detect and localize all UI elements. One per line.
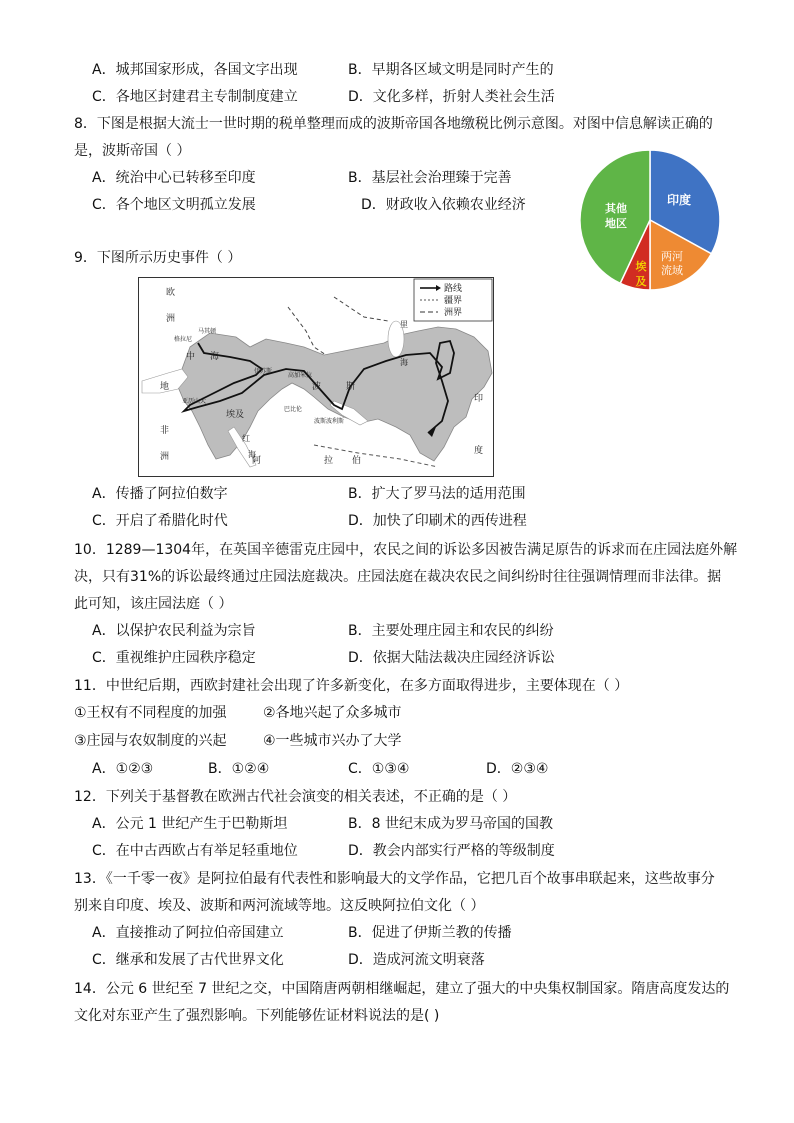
pie-label-other-1: 其他 [605,202,627,215]
q10-option-a: A．以保护农民利益为宗旨 [92,623,256,639]
map-place-label-5: 高加米拉 [288,372,313,379]
q9-stem: 9．下图所示历史事件（ ） [74,250,242,266]
q13-option-b: B．促进了伊斯兰教的传播 [348,925,512,941]
q12-option-d: D．教会内部实行严格的等级制度 [348,843,555,859]
map-place-label-21: 海 [210,352,220,362]
map-place-label-0: 欧 [166,288,176,298]
q7-option-d: D．文化多样，折射人类社会生活 [348,89,555,105]
pie-label-india: 印度 [666,193,692,207]
alexander-campaign-map [138,277,494,477]
q11-option-a: A．①②③ [92,761,154,777]
map-place-label-6: 亚历山大 [182,398,207,405]
tax-pie-chart [578,148,722,292]
map-place-label-22: 非 [160,426,170,436]
q13-option-c: C．继承和发展了古代世界文化 [92,952,284,968]
q9-option-a: A．传播了阿拉伯数字 [92,486,228,502]
pie-label-egypt-1: 埃 [635,260,647,273]
map-place-label-3: 格拉尼 [174,336,193,343]
q11-option-b: B．①②④ [208,761,270,777]
map-place-label-4: 伊苏斯 [254,368,273,375]
map-place-label-12: 阿 [252,456,262,466]
q11-stem: 11．中世纪后期，西欧封建社会出现了许多新变化，在多方面取得进步，主要体现在（ ） [74,678,629,694]
map-place-label-20: 中 [186,352,196,362]
map-place-label-23: 洲 [160,452,170,462]
pie-label-other-2: 地区 [605,217,627,230]
q8-option-c: C．各个地区文明孤立发展 [92,197,256,213]
q13-line1: 13．《一千零一夜》是阿拉伯最有代表性和影响最大的文学作品，它把几百个故事串联起来，这些故事分 [74,871,715,887]
q12-option-a: A．公元 1 世纪产生于巴勒斯坦 [92,816,288,832]
legend-continent-label: 洲界 [444,308,463,318]
q8-option-d: D．财政收入依赖农业经济 [361,197,526,213]
map-place-label-19: 地 [160,382,170,392]
map-place-label-15: 印 [474,394,484,404]
legend-border-label: 疆界 [444,296,463,306]
q14-line1: 14．公元 6 世纪至 7 世纪之交，中国隋唐两朝相继崛起，建立了强大的中央集权制国家。隋唐高度发达的 [74,981,730,997]
map-place-label-13: 拉 [324,456,334,466]
q10-line2: 决，只有31%的诉讼最终通过庄园法庭裁决。庄园法庭在裁决农民之间纠纷时往往强调情理而非法律。据 [74,569,722,585]
q13-line2: 别来自印度、埃及、波斯和两河流域等地。这反映阿拉伯文化（ ） [74,898,485,914]
q9-option-c: C．开启了希腊化时代 [92,513,228,529]
q10-line3: 此可知，该庄园法庭（ ） [74,596,233,612]
q10-option-c: C．重视维护庄园秩序稳定 [92,650,256,666]
map-place-label-14: 伯 [352,456,362,466]
q7-option-b: B．早期各区域文明是同时产生的 [348,62,554,78]
map-place-label-11: 波斯波利斯 [314,418,345,425]
q8-option-b: B．基层社会治理臻于完善 [348,170,512,186]
map-place-label-16: 度 [474,446,484,456]
q9-option-d: D．加快了印刷术的西传进程 [348,513,527,529]
pie-label-egypt-2: 及 [635,275,647,288]
q11-item-3: ③庄园与农奴制度的兴起 [74,733,227,749]
q9-option-b: B．扩大了罗马法的适用范围 [348,486,526,502]
q11-item-4: ④一些城市兴办了大学 [263,733,402,749]
q13-option-a: A．直接推动了阿拉伯帝国建立 [92,925,284,941]
q11-item-2: ②各地兴起了众多城市 [263,705,402,721]
q8-stem-line1: 8．下图是根据大流士一世时期的税单整理而成的波斯帝国各地缴税比例示意图。对图中信息解读正确的 [74,116,713,132]
q11-option-c: C．①③④ [348,761,410,777]
map-place-label-1: 洲 [166,314,176,324]
pie-label-mesopotamia-1: 两河 [661,250,683,263]
q12-option-c: C．在中古西欧占有举足轻重地位 [92,843,298,859]
q14-line2: 文化对东亚产生了强烈影响。下列能够佐证材料说法的是( ) [74,1008,440,1024]
map-place-label-24: 红 [242,434,250,443]
q11-option-d: D．②③④ [486,761,549,777]
map-place-label-25: 海 [248,450,256,459]
map-place-label-2: 马其顿 [198,328,217,335]
q10-line1: 10．1289—1304年，在英国辛德雷克庄园中，农民之间的诉讼多因被告满足原告的诉求而在庄园法庭外解 [74,542,738,558]
map-place-label-7: 埃及 [226,410,245,420]
q11-item-1: ①王权有不同程度的加强 [74,705,227,721]
map-place-label-8: 巴比伦 [284,406,303,413]
q7-option-a: A．城邦国家形成，各国文字出现 [92,62,298,78]
q8-stem-line2: 是，波斯帝国（ ） [74,143,191,159]
q7-option-c: C．各地区封建君主专制制度建立 [92,89,298,105]
pie-label-mesopotamia-2: 流域 [661,264,683,277]
q13-option-d: D．造成河流文明衰落 [348,952,485,968]
map-place-label-17: 里 [400,320,408,329]
legend-route-label: 路线 [444,284,463,294]
q12-option-b: B．8 世纪末成为罗马帝国的国教 [348,816,553,832]
q12-stem: 12．下列关于基督教在欧洲古代社会演变的相关表述，不正确的是（ ） [74,789,517,805]
q10-option-b: B．主要处理庄园主和农民的纠纷 [348,623,554,639]
map-place-label-10: 斯 [346,382,356,392]
q8-option-a: A．统治中心已转移至印度 [92,170,256,186]
map-place-label-9: 波 [312,382,322,392]
map-place-label-18: 海 [400,358,408,367]
q10-option-d: D．依据大陆法裁决庄园经济诉讼 [348,650,555,666]
